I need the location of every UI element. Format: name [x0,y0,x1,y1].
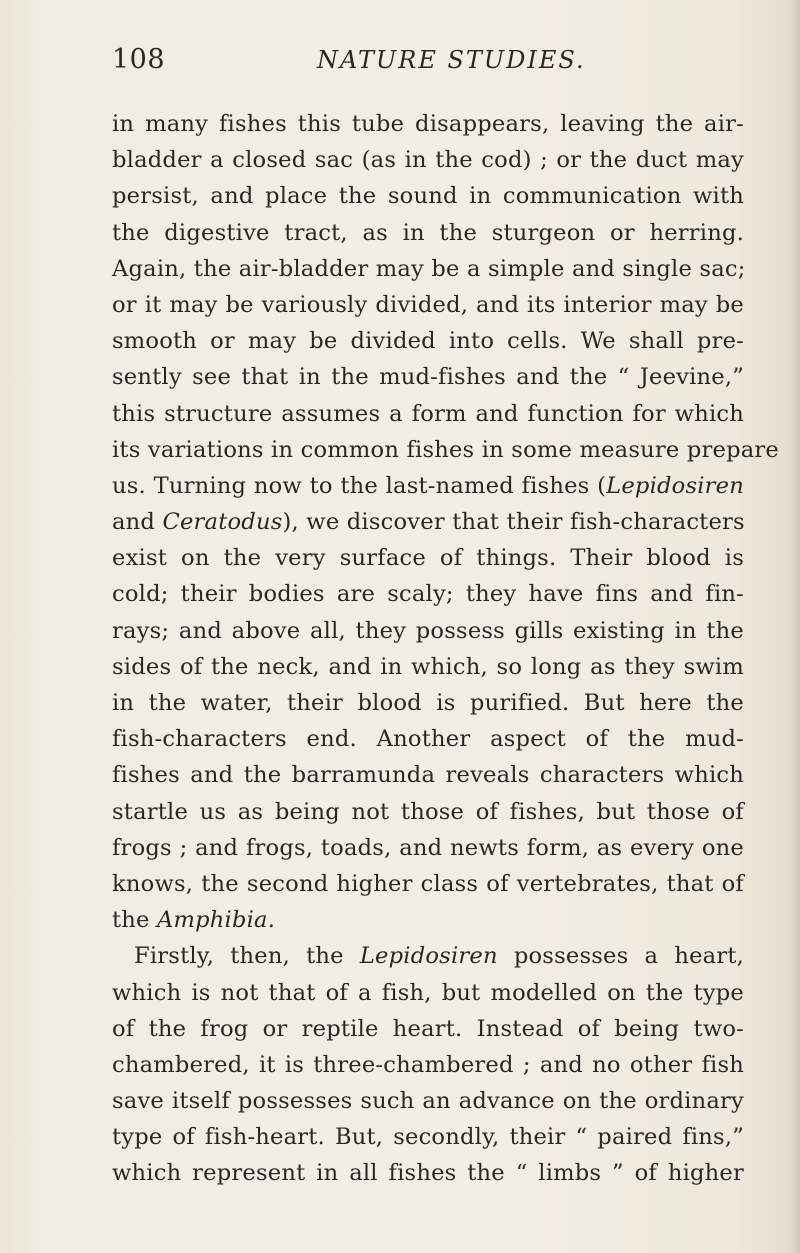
text-line: chambered, it is three-chambered ; and no other fish [112,1051,744,1078]
text-line: fish-characters end. Another aspect of the mud- [112,726,744,753]
text-line: sently see that in the mud-fishes and the “ Jeevine,” [112,364,744,391]
italic-term: Amphibia. [156,907,276,934]
text-line: its variations in common fishes in some measure prepare [112,436,779,463]
text-line: bladder a closed sac (as in the cod) ; or the duct may [112,147,744,174]
text-line: Firstly, then, the Lepidosiren possesses a heart, [134,943,744,970]
italic-term: Lepidosiren [606,472,744,499]
text-line: this structure assumes a form and function for which [112,400,744,427]
text-line: smooth or may be divided into cells. We shall pre- [112,328,744,355]
page-header [112,44,742,84]
text-line: exist on the very surface of things. Their blood is [112,545,744,572]
page-number: 108 [112,44,166,75]
text-line: persist, and place the sound in communication with [112,183,744,210]
text-line: Again, the air-bladder may be a simple and single sac; [112,255,746,282]
text-line: save itself possesses such an advance on the ordinary [112,1088,744,1115]
text-line: cold; their bodies are scaly; they have fins and fin- [112,581,744,608]
text-line: in many fishes this tube disappears, leaving the air- [112,111,744,137]
italic-term: Lepidosiren [359,943,498,970]
text-line: us. Turning now to the last-named fishes (Lepidosiren [112,472,744,499]
body-text [112,106,779,1192]
text-line: startle us as being not those of fishes, but those of [112,798,744,825]
italic-term: Ceratodus [162,509,283,536]
text-line: frogs ; and frogs, toads, and newts form, as every one [112,834,744,861]
text-line: the digestive tract, as in the sturgeon or herring. [112,219,744,246]
text-line: knows, the second higher class of vertebrates, that of [112,870,744,897]
text-line: type of fish-heart. But, secondly, their “ paired fins,” [112,1124,744,1151]
page-edge-shadow [790,0,800,1253]
text-line: the Amphibia. [112,907,276,934]
text-line: in the water, their blood is purified. But here the [112,690,744,716]
text-line: rays; and above all, they possess gills existing in the [112,617,744,644]
text-line: and Ceratodus), we discover that their fish-characters [112,509,745,536]
text-line: which represent in all fishes the “ limbs ” of higher [112,1160,744,1187]
text-line: fishes and the barramunda reveals characters which [112,762,744,789]
text-line: which is not that of a fish, but modelled on the type [112,979,744,1006]
running-head: NATURE STUDIES. [317,46,586,74]
text-line: sides of the neck, and in which, so long as they swim [112,653,744,680]
text-line: of the frog or reptile heart. Instead of being two- [112,1015,744,1042]
text-line: or it may be variously divided, and its interior may be [112,291,744,318]
